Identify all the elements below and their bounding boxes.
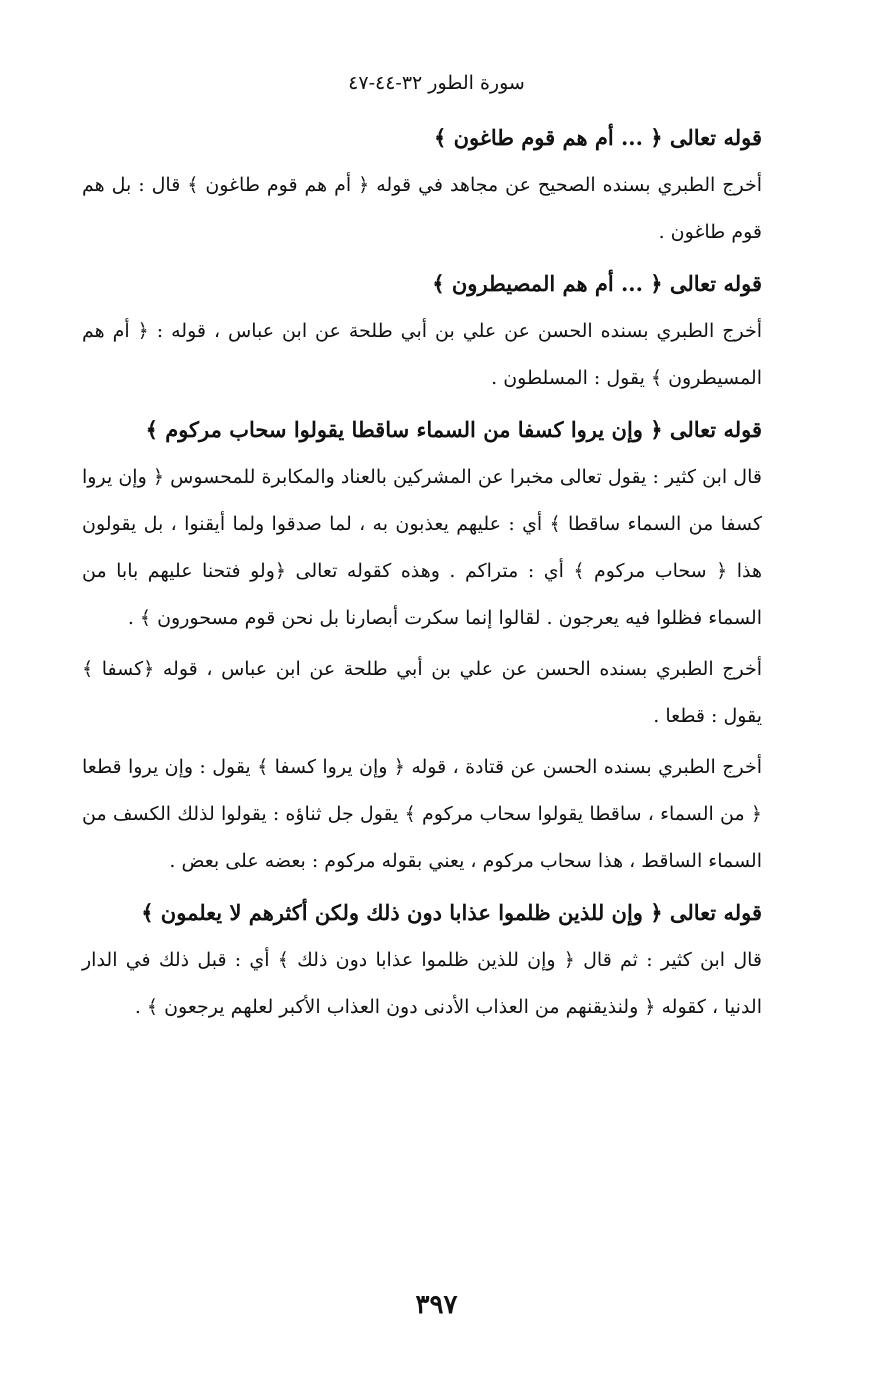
- verse-heading: قوله تعالى ﴿ ... أم هم المصيطرون ﴾: [432, 271, 762, 296]
- verse-heading: قوله تعالى ﴿ وإن للذين ظلموا عذابا دون ذلك ولكن أكثرهم لا يعلمون ﴾: [141, 900, 762, 925]
- commentary-paragraph: أخرج الطبري بسنده الحسن عن قتادة ، قوله ﴿ وإن يروا كسفا ﴾ يقول : وإن يروا قطعا ﴿ من السماء ، ساقطا يقولوا سحاب مركوم ﴾ يقول جل ثناؤه : يقولوا لذلك الكسف من السماء الساقط ، هذا سحاب مركوم ، يعني بقوله مركوم : بعضه على بعض .: [82, 756, 762, 872]
- commentary-paragraph: قال ابن كثير : يقول تعالى مخبرا عن المشركين بالعناد والمكابرة للمحسوس ﴿ وإن يروا كسفا من السماء ساقطا ﴾ أي : عليهم يعذبون به ، لما صدقوا ولما أيقنوا ، بل يقولون هذا ﴿ سحاب مركوم ﴾ أي : متراكم . وهذه كقوله تعالى ﴿ولو فتحنا عليهم بابا من السماء فظلوا فيه يعرجون . لقالوا إنما سكرت أبصارنا بل نحن قوم مسحورون ﴾ .: [82, 466, 762, 629]
- verse-heading: قوله تعالى ﴿ وإن يروا كسفا من السماء ساقطا يقولوا سحاب مركوم ﴾: [145, 417, 762, 442]
- page-body: [82, 114, 762, 1035]
- commentary-paragraph: أخرج الطبري بسنده الحسن عن علي بن أبي طلحة عن ابن عباس ، قوله : ﴿ أم هم المسيطرون ﴾ يقول : المسلطون .: [82, 320, 762, 389]
- verse-heading: قوله تعالى ﴿ ... أم هم قوم طاغون ﴾: [434, 125, 762, 150]
- running-header: سورة الطور ٣٢-٤٤-٤٧: [348, 72, 525, 94]
- commentary-paragraph: أخرج الطبري بسنده الصحيح عن مجاهد في قوله ﴿ أم هم قوم طاغون ﴾ قال : بل هم قوم طاغون .: [82, 174, 762, 243]
- commentary-paragraph: أخرج الطبري بسنده الحسن عن علي بن أبي طلحة عن ابن عباس ، قوله ﴿كسفا ﴾ يقول : قطعا .: [82, 658, 762, 727]
- page-number: ٣٩٧: [415, 1290, 458, 1320]
- commentary-paragraph: قال ابن كثير : ثم قال ﴿ وإن للذين ظلموا عذابا دون ذلك ﴾ أي : قبل ذلك في الدار الدنيا ، كقوله ﴿ ولنذيقنهم من العذاب الأدنى دون العذاب الأكبر لعلهم يرجعون ﴾ .: [82, 949, 762, 1018]
